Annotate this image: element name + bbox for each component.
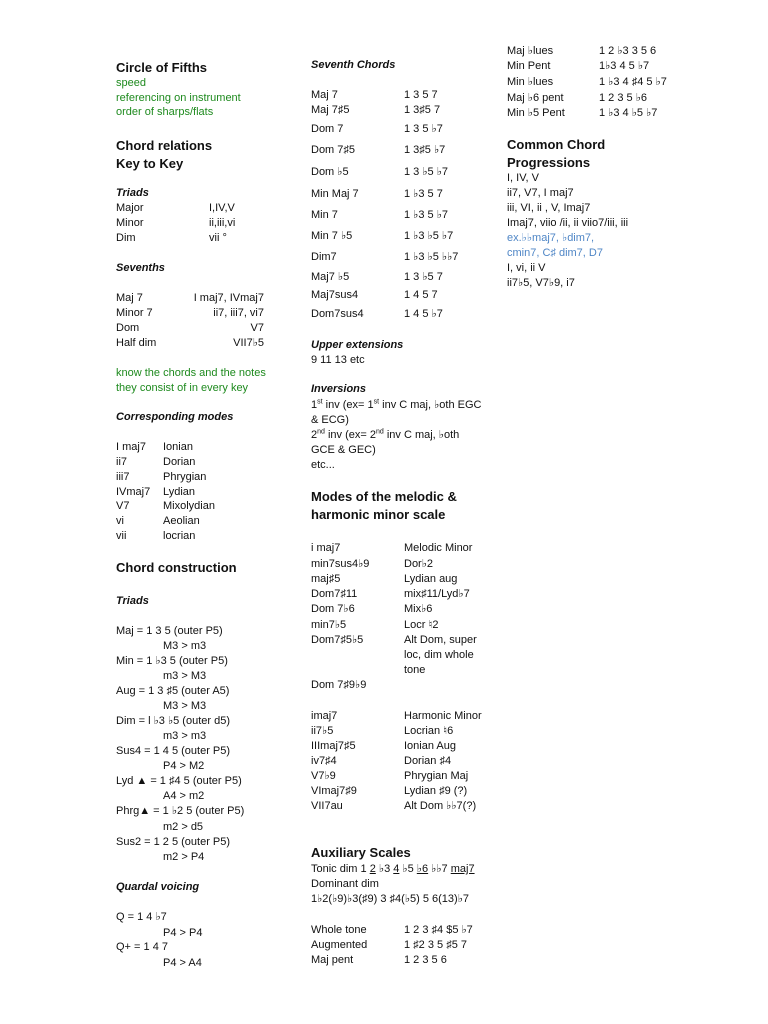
- melodic-mode: Locr ♮2: [404, 619, 439, 631]
- construction-triads-label: Triads: [116, 595, 149, 607]
- circle-item: speed: [116, 77, 146, 89]
- construction-line: m2 > P4: [163, 851, 205, 863]
- know-note: know the chords and the notes: [116, 367, 266, 379]
- progressions-heading-1: Common Chord: [507, 137, 606, 152]
- chord-construction-heading: Chord construction: [116, 560, 237, 575]
- construction-line: A4 > m2: [163, 790, 205, 802]
- inversion-2-cont: GCE & GEC): [311, 444, 376, 456]
- melodic-chord: i maj7: [311, 542, 341, 554]
- sevenths-label: Sevenths: [116, 262, 165, 274]
- quardal-line: Q+ = 1 4 7: [116, 941, 168, 953]
- seventh-chord-name: Dom 7: [311, 123, 344, 135]
- construction-line: M3 > m3: [163, 640, 207, 652]
- aux-scale-name: Augmented: [311, 939, 368, 951]
- mode-chord: V7: [116, 500, 130, 512]
- quardal-label: Quardal voicing: [116, 881, 200, 893]
- seventh-chords-label: Seventh Chords: [311, 59, 396, 71]
- mode-name: Aeolian: [163, 515, 200, 527]
- melodic-mode: Dor♭2: [404, 558, 434, 570]
- scale-notes: 1 2 3 5 ♭6: [599, 92, 648, 104]
- inversions-etc: etc...: [311, 459, 335, 471]
- seventh-chord-name: Maj7sus4: [311, 289, 359, 301]
- seventh-chord-name: Min Maj 7: [311, 188, 359, 200]
- triad-value: vii °: [209, 232, 227, 244]
- melodic-mode-cont: tone: [404, 664, 426, 676]
- melodic-chord: maj♯5: [311, 573, 341, 585]
- melodic-chord: min7♭5: [311, 619, 347, 631]
- triad-value: ii,iii,vi: [209, 217, 236, 229]
- seventh-name: Maj 7: [116, 292, 143, 304]
- melodic-extra-chord: Dom 7♯9♭9: [311, 679, 367, 691]
- construction-line: Dim = l ♭3 ♭5 (outer d5): [116, 715, 231, 727]
- progression: iii, VI, ii , V, Imaj7: [507, 202, 591, 214]
- progression: Imaj7, viio /ii, ii viio7/iii, iii: [507, 217, 629, 229]
- harmonic-mode: Harmonic Minor: [404, 710, 482, 722]
- seventh-name: Minor 7: [116, 307, 153, 319]
- melodic-mode: mix♯11/Lyd♭7: [404, 588, 470, 600]
- aux-scale-notes: 1 ♯2 3 5 ♯5 7: [404, 939, 467, 951]
- harmonic-mode: Lydian ♯9 (?): [404, 785, 468, 797]
- aux-scale-notes: 1 2 3 ♯4 $5 ♭7: [404, 924, 473, 936]
- construction-line: Sus4 = 1 4 5 (outer P5): [116, 745, 231, 757]
- auxiliary-scales-heading: Auxiliary Scales: [311, 845, 411, 860]
- harmonic-chord: IIImaj7♯5: [311, 740, 356, 752]
- mode-name: Lydian: [163, 486, 196, 498]
- construction-line: m3 > M3: [163, 670, 207, 682]
- seventh-chord-notes: 1 3 5 7: [404, 89, 438, 101]
- scale-name: Maj ♭6 pent: [507, 92, 564, 104]
- construction-line: P4 > M2: [163, 760, 205, 772]
- mode-chord: I maj7: [116, 441, 146, 453]
- mode-name: locrian: [163, 530, 196, 542]
- seventh-chord-name: Dom 7♯5: [311, 144, 356, 156]
- seventh-name: Dom: [116, 322, 140, 334]
- construction-line: M3 > M3: [163, 700, 207, 712]
- melodic-mode: Mix♭6: [404, 603, 433, 615]
- tonic-dim-scale: Tonic dim 1 2 ♭3 4 ♭5 ♭6 ♭♭7 maj7: [311, 863, 475, 875]
- construction-line: Sus2 = 1 2 5 (outer P5): [116, 836, 231, 848]
- seventh-chord-notes: 1 ♭3 ♭5 ♭7: [404, 230, 454, 242]
- seventh-chord-name: Dom ♭5: [311, 166, 349, 178]
- inversion-1: 1st inv (ex= 1st inv C maj, ♭oth EGC: [311, 398, 482, 411]
- seventh-chord-name: Maj 7♯5: [311, 104, 350, 116]
- scale-notes: 1♭3 4 5 ♭7: [599, 60, 650, 72]
- scale-notes: 1 ♭3 4 ♯4 5 ♭7: [599, 76, 667, 88]
- mode-chord: iii7: [116, 471, 130, 483]
- inversions-label: Inversions: [311, 383, 367, 395]
- harmonic-chord: iv7♯4: [311, 755, 337, 767]
- mode-chord: IVmaj7: [116, 486, 151, 498]
- seventh-chord-notes: 1 4 5 7: [404, 289, 438, 301]
- melodic-mode: Lydian aug: [404, 573, 458, 585]
- scale-name: Maj ♭lues: [507, 45, 554, 57]
- harmonic-chord: ii7♭5: [311, 725, 334, 737]
- harmonic-chord: VImaj7♯9: [311, 785, 357, 797]
- mode-name: Mixolydian: [163, 500, 215, 512]
- mode-name: Dorian: [163, 456, 196, 468]
- mode-name: Ionian: [163, 441, 193, 453]
- quardal-line: P4 > A4: [163, 957, 202, 969]
- construction-line: Aug = 1 3 ♯5 (outer A5): [116, 685, 230, 697]
- progression: ii7♭5, V7♭9, i7: [507, 277, 575, 289]
- harmonic-chord: VII7au: [311, 800, 343, 812]
- seventh-value: ii7, iii7, vi7: [213, 307, 264, 319]
- harmonic-mode: Dorian ♯4: [404, 755, 452, 767]
- construction-line: Min = 1 ♭3 5 (outer P5): [116, 655, 228, 667]
- seventh-chord-notes: 1 3 ♭5 ♭7: [404, 166, 449, 178]
- scale-name: Min Pent: [507, 60, 551, 72]
- modes-melodic-heading: Modes of the melodic &: [311, 489, 457, 504]
- triad-name: Dim: [116, 232, 136, 244]
- know-note: they consist of in every key: [116, 382, 249, 394]
- melodic-chord: Dom 7♭6: [311, 603, 355, 615]
- melodic-chord: Dom7♯11: [311, 588, 358, 600]
- seventh-name: Half dim: [116, 337, 157, 349]
- mode-chord: ii7: [116, 456, 128, 468]
- key-to-key-heading: Key to Key: [116, 156, 184, 171]
- chord-relations-heading: Chord relations: [116, 138, 213, 153]
- seventh-value: VII7♭5: [233, 337, 264, 349]
- seventh-value: V7: [250, 322, 264, 334]
- seventh-chord-notes: 1 ♭3 ♭5 ♭♭7: [404, 251, 459, 263]
- melodic-mode: Alt Dom, super: [404, 634, 477, 646]
- construction-line: m2 > d5: [163, 821, 204, 833]
- seventh-chord-name: Min 7 ♭5: [311, 230, 353, 242]
- construction-line: Phrg▲ = 1 ♭2 5 (outer P5): [116, 805, 245, 817]
- melodic-mode: Melodic Minor: [404, 542, 473, 554]
- dominant-dim-label: Dominant dim: [311, 878, 379, 890]
- upper-extensions-text: 9 11 13 etc: [311, 354, 365, 366]
- harmonic-mode: Alt Dom ♭♭7(?): [404, 800, 477, 812]
- seventh-chord-name: Maj 7: [311, 89, 338, 101]
- circle-item: referencing on instrument: [116, 92, 241, 104]
- construction-line: m3 > m3: [163, 730, 207, 742]
- seventh-chord-notes: 1 ♭3 5 ♭7: [404, 209, 449, 221]
- seventh-chord-notes: 1 ♭3 5 7: [404, 188, 443, 200]
- melodic-chord: min7sus4♭9: [311, 558, 370, 570]
- seventh-chord-name: Dom7sus4: [311, 308, 364, 320]
- melodic-mode-cont: loc, dim whole: [404, 649, 474, 661]
- seventh-chord-name: Dim7: [311, 251, 337, 263]
- circle-of-fifths-heading: Circle of Fifths: [116, 60, 208, 75]
- seventh-chord-notes: 1 3♯5 7: [404, 104, 441, 116]
- seventh-chord-notes: 1 4 5 ♭7: [404, 308, 443, 320]
- progressions-heading-2: Progressions: [507, 155, 591, 170]
- modes-harmonic-heading: harmonic minor scale: [311, 507, 446, 522]
- inversion-1-cont: & ECG): [311, 414, 349, 426]
- seventh-chord-name: Maj7 ♭5: [311, 271, 350, 283]
- triad-value: I,IV,V: [209, 202, 235, 214]
- harmonic-mode: Locrian ♮6: [404, 725, 454, 737]
- construction-line: Maj = 1 3 5 (outer P5): [116, 625, 223, 637]
- scale-name: Min ♭5 Pent: [507, 107, 565, 119]
- dominant-dim-notes: 1♭2(♭9)♭3(♯9) 3 ♯4(♭5) 5 6(13)♭7: [311, 893, 470, 905]
- aux-scale-notes: 1 2 3 5 6: [404, 954, 447, 966]
- aux-scale-name: Maj pent: [311, 954, 354, 966]
- triad-name: Major: [116, 202, 144, 214]
- seventh-chord-notes: 1 3 5 ♭7: [404, 123, 443, 135]
- progression-example: ex.♭♭maj7, ♭dim7,: [507, 232, 595, 244]
- seventh-chord-notes: 1 3♯5 ♭7: [404, 144, 446, 156]
- harmonic-mode: Ionian Aug: [404, 740, 456, 752]
- melodic-chord: Dom7♯5♭5: [311, 634, 364, 646]
- seventh-value: I maj7, IVmaj7: [193, 292, 264, 304]
- triad-name: Minor: [116, 217, 144, 229]
- progression: I, vi, ii V: [507, 262, 546, 274]
- mode-chord: vii: [116, 530, 127, 542]
- mode-name: Phrygian: [163, 471, 207, 483]
- progression-example: cmin7, C♯ dim7, D7: [507, 247, 603, 259]
- construction-line: Lyd ▲ = 1 ♯4 5 (outer P5): [116, 775, 242, 787]
- progression: ii7, V7, I maj7: [507, 187, 574, 199]
- scale-name: Min ♭lues: [507, 76, 554, 88]
- quardal-line: P4 > P4: [163, 927, 203, 939]
- quardal-line: Q = 1 4 ♭7: [116, 911, 167, 923]
- triads-label: Triads: [116, 187, 149, 199]
- harmonic-chord: imaj7: [311, 710, 338, 722]
- scale-notes: 1 2 ♭3 3 5 6: [599, 45, 657, 57]
- harmonic-chord: V7♭9: [311, 770, 336, 782]
- mode-chord: vi: [116, 515, 124, 527]
- seventh-chord-name: Min 7: [311, 209, 338, 221]
- progression: I, IV, V: [507, 172, 540, 184]
- scale-notes: 1 ♭3 4 ♭5 ♭7: [599, 107, 658, 119]
- upper-extensions-label: Upper extensions: [311, 339, 404, 351]
- circle-item: order of sharps/flats: [116, 106, 214, 118]
- aux-scale-name: Whole tone: [311, 924, 367, 936]
- modes-label: Corresponding modes: [116, 411, 234, 423]
- seventh-chord-notes: 1 3 ♭5 7: [404, 271, 443, 283]
- inversion-2: 2nd inv (ex= 2nd inv C maj, ♭oth: [311, 428, 460, 441]
- harmonic-mode: Phrygian Maj: [404, 770, 469, 782]
